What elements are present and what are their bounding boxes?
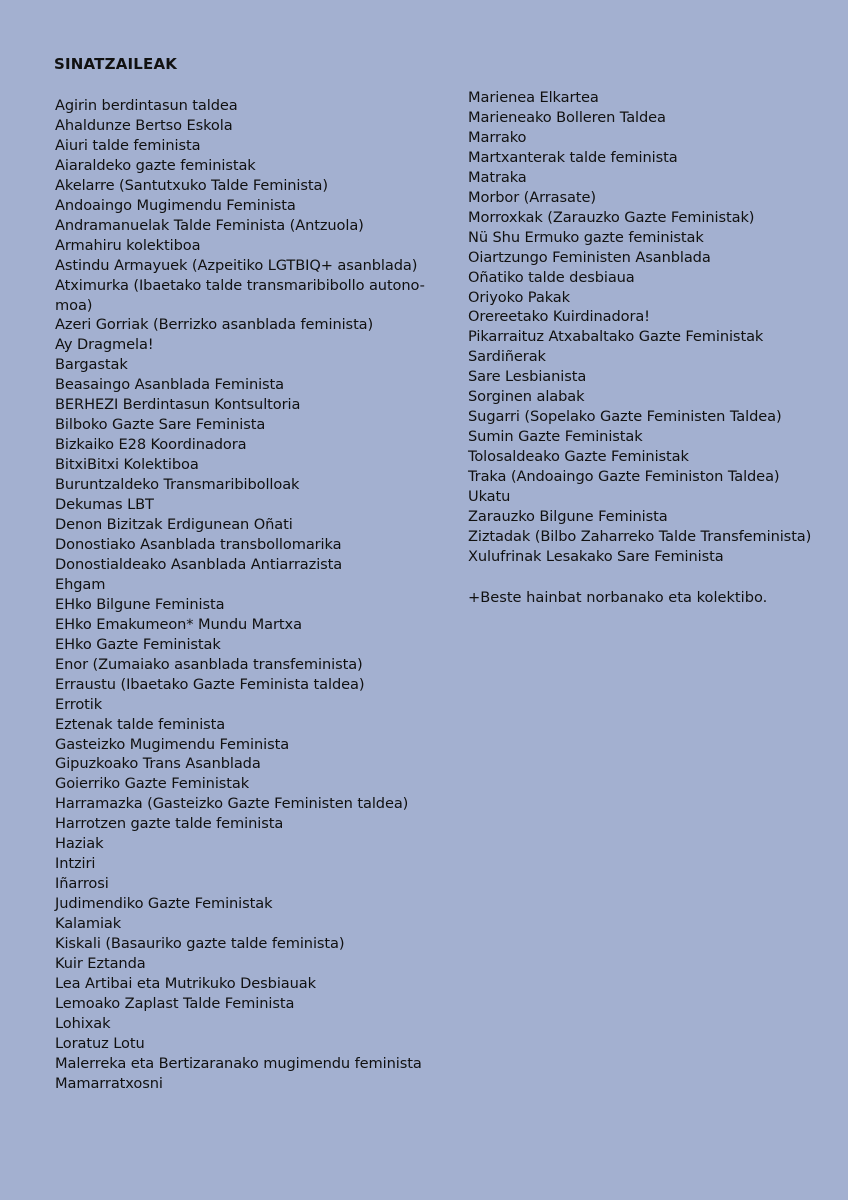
signatory-item: Matraka [468, 168, 527, 186]
signatory-item: Beasaingo Asanblada Feminista [55, 376, 285, 394]
signatory-item: Dekumas LBT [55, 496, 154, 514]
signatory-item: Marrako [468, 128, 527, 146]
signatory-item: Gasteizko Mugimendu Feminista [55, 735, 290, 753]
signatory-item: Kalamiak [55, 915, 122, 933]
signatory-item: EHko Gazte Feministak [55, 635, 221, 653]
signatory-item: EHko Emakumeon* Mundu Martxa [55, 615, 302, 633]
signatory-item: Marieneako Bolleren Taldea [468, 108, 666, 126]
signatory-item: Harrotzen gazte talde feminista [55, 815, 284, 833]
signatory-item: Nü Shu Ermuko gazte feministak [468, 228, 704, 246]
signatory-item: Marienea Elkartea [468, 89, 599, 106]
signatory-item: Tolosaldeako Gazte Feministak [468, 448, 689, 466]
signatory-item: Oñatiko talde desbiaua [468, 268, 635, 286]
signatory-item: Sare Lesbianista [468, 368, 587, 386]
signatory-item: Iñarrosi [55, 875, 109, 893]
signatory-item: Lemoako Zaplast Talde Feminista [55, 994, 295, 1012]
signatory-item: Armahiru kolektiboa [55, 236, 201, 254]
signatory-item: Errotik [55, 695, 103, 713]
signatory-item: Andramanuelak Talde Feminista (Antzuola) [55, 216, 364, 234]
signatory-item: Erraustu (Ibaetako Gazte Feminista taldea) [55, 675, 365, 693]
signatory-item: Ukatu [468, 488, 511, 506]
signatory-item: Aiaraldeko gazte feministak [55, 156, 256, 174]
page-title: SINATZAILEAK [54, 55, 178, 73]
signatory-item: Sugarri (Sopelako Gazte Feministen Taldea) [468, 408, 782, 426]
signatories-list-left [55, 96, 447, 1094]
signatory-item: Haziak [55, 835, 104, 853]
signatory-item: Lea Artibai eta Mutrikuko Desbiauak [55, 974, 316, 992]
signatory-item: Eztenak talde feminista [55, 715, 226, 733]
signatory-item: Donostiako Asanblada transbollomarika [55, 535, 342, 553]
signatory-item: Gipuzkoako Trans Asanblada [55, 755, 261, 773]
signatory-item: EHko Bilgune Feminista [55, 595, 225, 613]
signatory-item: Morroxkak (Zarauzko Gazte Feministak) [468, 208, 755, 226]
signatory-item: Xulufrinak Lesakako Sare Feminista [468, 547, 724, 565]
signatory-item: Denon Bizitzak Erdigunean Oñati [55, 516, 293, 534]
signatory-item: BERHEZI Berdintasun Kontsultoria [55, 396, 301, 414]
signatory-item: Aiuri talde feminista [55, 136, 201, 154]
signatory-item: Akelarre (Santutxuko Talde Feminista) [55, 176, 328, 194]
signatory-item: Goierriko Gazte Feministak [55, 775, 250, 793]
signatory-item: Astindu Armayuek (Azpeitiko LGTBIQ+ asanblada) [55, 256, 418, 274]
signatory-item: Kiskali (Basauriko gazte talde feminista) [55, 935, 345, 953]
footer-note: +Beste hainbat norbanako eta kolektibo. [468, 589, 768, 606]
signatory-item: BitxiBitxi Kolektiboa [55, 456, 199, 474]
signatory-item: Agirin berdintasun taldea [55, 97, 238, 114]
signatory-item: Sardiñerak [468, 348, 546, 366]
signatory-item: Donostialdeako Asanblada Antiarrazista [55, 555, 343, 573]
signatory-item: Malerreka eta Bertizaranako mugimendu feminista [55, 1054, 422, 1072]
signatory-item: Sorginen alabak [468, 388, 585, 406]
signatory-item: Oriyoko Pakak [468, 288, 570, 306]
signatory-item: Ay Dragmela! [55, 336, 154, 354]
signatory-item: Judimendiko Gazte Feministak [55, 895, 273, 913]
signatory-item: Ziztadak (Bilbo Zaharreko Talde Transfeminista) [468, 527, 812, 545]
signatory-item: Bilboko Gazte Sare Feminista [55, 416, 266, 434]
signatory-item: Kuir Eztanda [55, 954, 146, 972]
signatory-item: Ahaldunze Bertso Eskola [55, 116, 233, 134]
signatory-item: Intziri [55, 855, 96, 873]
signatory-item: Enor (Zumaiako asanblada transfeminista) [55, 655, 363, 673]
signatory-item: Lohixak [55, 1014, 111, 1032]
signatory-item: Morbor (Arrasate) [468, 188, 596, 206]
signatory-item: Andoaingo Mugimendu Feminista [55, 196, 296, 214]
signatory-item: Orereetako Kuirdinadora! [468, 308, 650, 326]
signatory-item: Oiartzungo Feministen Asanblada [468, 248, 711, 266]
signatory-item: Ehgam [55, 575, 106, 593]
signatory-item: Sumin Gazte Feministak [468, 428, 643, 446]
signatory-item: Bizkaiko E28 Koordinadora [55, 436, 247, 454]
signatory-item: Azeri Gorriak (Berrizko asanblada feminista) [55, 316, 374, 334]
signatory-item: Harramazka (Gasteizko Gazte Feministen taldea) [55, 795, 409, 813]
signatory-item: Martxanterak talde feminista [468, 148, 678, 166]
signatory-item: Pikarraituz Atxabaltako Gazte Feministak [468, 328, 764, 346]
signatory-item: Atximurka (Ibaetako talde transmaribibollo autono- moa) [55, 276, 425, 314]
signatory-item: Loratuz Lotu [55, 1034, 145, 1052]
signatory-item: Bargastak [55, 356, 128, 374]
signatory-item: Zarauzko Bilgune Feminista [468, 508, 668, 526]
signatory-item: Mamarratxosni [55, 1074, 163, 1092]
signatories-list-right [468, 88, 828, 567]
signatory-item: Traka (Andoaingo Gazte Feministon Taldea) [468, 468, 780, 486]
signatory-item: Buruntzaldeko Transmaribibolloak [55, 476, 300, 494]
